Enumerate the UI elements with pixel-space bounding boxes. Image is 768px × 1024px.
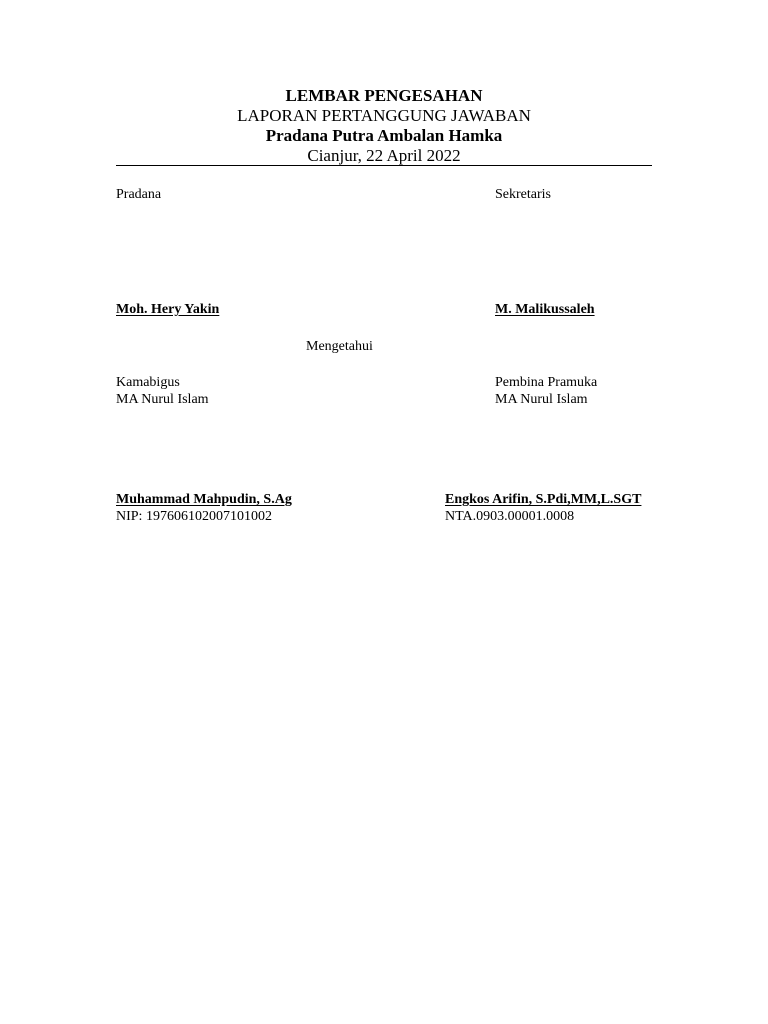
acknowledgment-label: Mengetahui bbox=[306, 339, 373, 354]
kamabigus-institution: MA Nurul Islam bbox=[116, 392, 209, 407]
document-subtitle: LAPORAN PERTANGGUNG JAWABAN bbox=[237, 106, 531, 125]
kamabigus-nip: NIP: 197606102007101002 bbox=[116, 509, 272, 524]
organization-name: Pradana Putra Ambalan Hamka bbox=[265, 126, 503, 145]
pembina-nta: NTA.0903.00001.0008 bbox=[445, 509, 575, 524]
pradana-role-label: Pradana bbox=[116, 187, 162, 202]
kamabigus-name: Muhammad Mahpudin, S.Ag bbox=[116, 492, 292, 507]
sekretaris-name: M. Malikussaleh bbox=[495, 302, 595, 317]
document-title: LEMBAR PENGESAHAN bbox=[285, 86, 483, 105]
header-divider bbox=[116, 165, 652, 166]
kamabigus-role-label: Kamabigus bbox=[116, 375, 180, 390]
pembina-institution: MA Nurul Islam bbox=[495, 392, 588, 407]
document-header bbox=[116, 86, 652, 166]
pradana-name: Moh. Hery Yakin bbox=[116, 302, 220, 317]
sekretaris-role-label: Sekretaris bbox=[495, 187, 551, 202]
pembina-role-label: Pembina Pramuka bbox=[495, 375, 598, 390]
pembina-name: Engkos Arifin, S.Pdi,MM,L.SGT bbox=[445, 492, 642, 507]
place-date: Cianjur, 22 April 2022 bbox=[307, 146, 461, 165]
